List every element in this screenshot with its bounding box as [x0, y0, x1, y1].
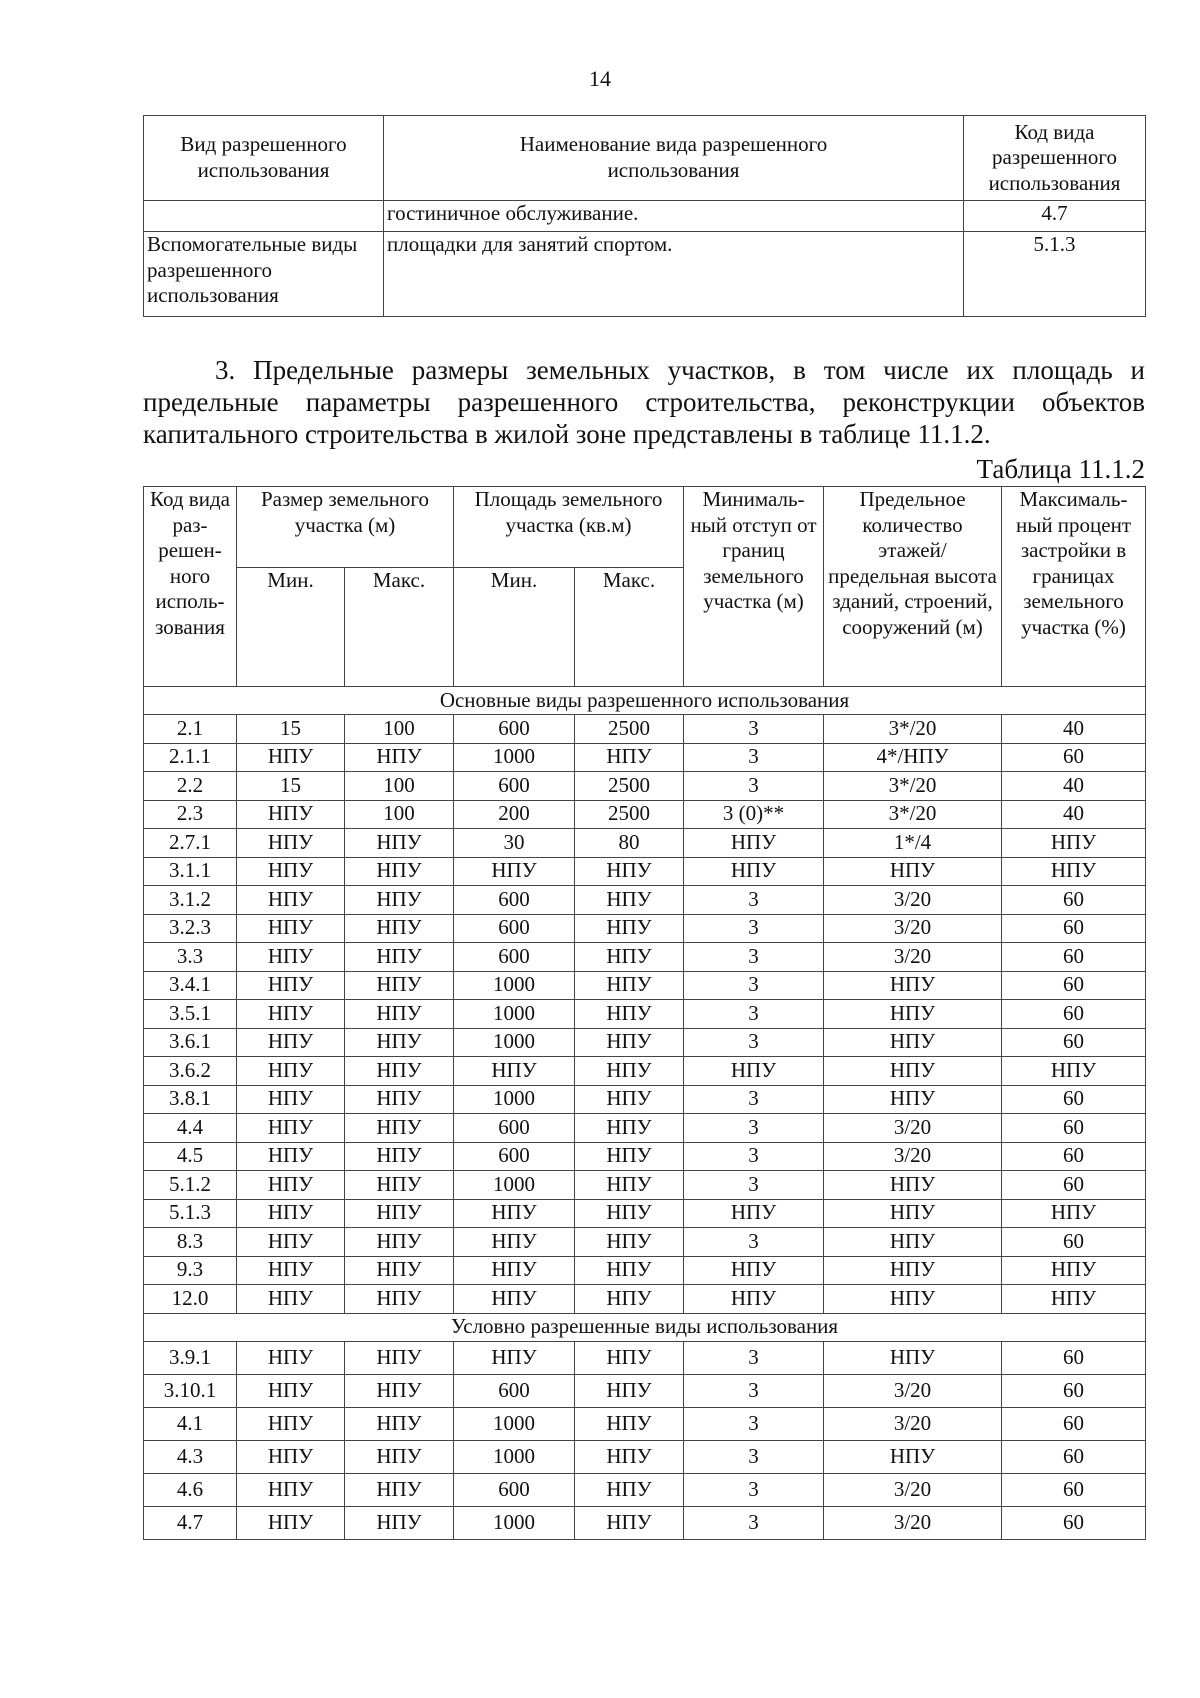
table-cell: 1000 [454, 1171, 575, 1200]
table-cell: НПУ [454, 1285, 575, 1314]
table-cell: 60 [1002, 1085, 1146, 1114]
table-cell: НПУ [345, 1285, 454, 1314]
table-cell: 60 [1002, 1028, 1146, 1057]
table-cell: НПУ [575, 943, 684, 972]
table-cell: НПУ [345, 1256, 454, 1285]
table-cell: НПУ [454, 1199, 575, 1228]
table-cell: НПУ [824, 1028, 1002, 1057]
table-cell: 60 [1002, 971, 1146, 1000]
table-cell: НПУ [237, 886, 345, 915]
table-cell: 3 [684, 1171, 824, 1200]
table-cell: НПУ [575, 1473, 684, 1506]
header-area-min: Мин. [454, 568, 575, 687]
table-cell: 3 [684, 1473, 824, 1506]
table-cell: НПУ [345, 857, 454, 886]
table-row [144, 1114, 1146, 1143]
table-cell: НПУ [345, 1057, 454, 1086]
table-cell: НПУ [345, 1171, 454, 1200]
table-cell: НПУ [345, 1085, 454, 1114]
table-cell: 3/20 [824, 1473, 1002, 1506]
header-use-type: Вид разрешенного использования [144, 116, 384, 201]
table-cell: НПУ [237, 1171, 345, 1200]
table-cell: 60 [1002, 914, 1146, 943]
table-cell: НПУ [1002, 829, 1146, 858]
table-cell: 9.3 [144, 1256, 237, 1285]
table-cell: 40 [1002, 772, 1146, 801]
table-row [144, 201, 1146, 232]
table-cell: 3 [684, 971, 824, 1000]
table-cell: 1000 [454, 1407, 575, 1440]
header-use-name: Наименование вида разрешенного использования [384, 116, 964, 201]
header-floors-height: Предельное количество этажей/ предельная высота зданий, строений, сооружений (м) [824, 487, 1002, 687]
body-paragraph: 3. Предельные размеры земельных участков, в том числе их площадь и предельные параметры разрешенного строительства, реконструкции объектов капитального строительства в жилой зоне представлены в таблице 11.1.2. [143, 355, 1145, 449]
conditional-uses-section [144, 1313, 1146, 1539]
table-cell: НПУ [575, 1440, 684, 1473]
table-cell: 3 [684, 1000, 824, 1029]
table-cell: 4.7 [144, 1506, 237, 1539]
header-plot-size: Размер земельного участка (м) [237, 487, 454, 568]
table-cell: 3 [684, 1028, 824, 1057]
table-cell: НПУ [824, 1057, 1002, 1086]
table-cell: НПУ [237, 1473, 345, 1506]
table-cell: 3 [684, 886, 824, 915]
table-cell: НПУ [575, 1028, 684, 1057]
table-cell: 3 [684, 1374, 824, 1407]
table-cell: НПУ [237, 1374, 345, 1407]
table-cell: 3.9.1 [144, 1341, 237, 1374]
table-row [144, 1440, 1146, 1473]
table-cell: НПУ [237, 1285, 345, 1314]
table-row [144, 743, 1146, 772]
table-cell: НПУ [454, 1057, 575, 1086]
table-row [144, 857, 1146, 886]
table-cell: НПУ [345, 1028, 454, 1057]
table-row [144, 943, 1146, 972]
table-cell: НПУ [237, 1341, 345, 1374]
table-cell: площадки для занятий спортом. [384, 232, 964, 317]
table-cell: 3 [684, 1341, 824, 1374]
table-cell: 4*/НПУ [824, 743, 1002, 772]
table-cell: 3/20 [824, 914, 1002, 943]
table-cell: НПУ [1002, 1285, 1146, 1314]
table-cell: 3.6.2 [144, 1057, 237, 1086]
table-cell: НПУ [237, 1228, 345, 1257]
table-cell: НПУ [684, 1199, 824, 1228]
table-cell: НПУ [575, 1285, 684, 1314]
table-cell: 3.3 [144, 943, 237, 972]
table-cell: НПУ [454, 1256, 575, 1285]
table-cell: 3.5.1 [144, 1000, 237, 1029]
table-cell: НПУ [345, 914, 454, 943]
table-cell: 2.1.1 [144, 743, 237, 772]
table-cell: 600 [454, 1114, 575, 1143]
table-cell: НПУ [237, 914, 345, 943]
table-cell: 1000 [454, 1085, 575, 1114]
table-cell: 30 [454, 829, 575, 858]
table-cell: 8.3 [144, 1228, 237, 1257]
table-cell: НПУ [575, 743, 684, 772]
table-cell: 3.1.2 [144, 886, 237, 915]
table-cell: 60 [1002, 1374, 1146, 1407]
table-cell: НПУ [345, 943, 454, 972]
table-cell: 2.2 [144, 772, 237, 801]
table-row [144, 232, 1146, 317]
table-row [144, 800, 1146, 829]
table-cell: НПУ [237, 800, 345, 829]
table-row [144, 1028, 1146, 1057]
table-caption: Таблица 11.1.2 [976, 454, 1145, 484]
header-code: Код вида раз-решен-ного исполь-зования [144, 487, 237, 687]
table-cell: НПУ [684, 1256, 824, 1285]
header-size-max: Макс. [345, 568, 454, 687]
table-cell: 3 [684, 1440, 824, 1473]
table-cell: 40 [1002, 800, 1146, 829]
table-cell: 60 [1002, 1506, 1146, 1539]
table-cell: 3 [684, 743, 824, 772]
table-row [144, 1057, 1146, 1086]
table-row [144, 1374, 1146, 1407]
table-cell: НПУ [237, 1440, 345, 1473]
table-cell: НПУ [237, 1256, 345, 1285]
table-row [144, 1506, 1146, 1539]
table-cell: 100 [345, 800, 454, 829]
table-cell: НПУ [575, 1085, 684, 1114]
table-cell: НПУ [237, 1506, 345, 1539]
table-cell: НПУ [345, 1407, 454, 1440]
table-cell: 60 [1002, 1473, 1146, 1506]
table-cell: 40 [1002, 715, 1146, 744]
table-cell: 600 [454, 914, 575, 943]
table-cell: 4.6 [144, 1473, 237, 1506]
table-cell: НПУ [575, 1506, 684, 1539]
table-cell: 5.1.3 [144, 1199, 237, 1228]
table-row [144, 1285, 1146, 1314]
table-cell: 3.8.1 [144, 1085, 237, 1114]
table-cell: 3.2.3 [144, 914, 237, 943]
table-cell: 3 [684, 914, 824, 943]
table-cell: 3/20 [824, 1142, 1002, 1171]
table-cell: 3 [684, 1142, 824, 1171]
table-cell: 2500 [575, 800, 684, 829]
table-cell: 1000 [454, 1028, 575, 1057]
header-plot-area: Площадь земельного участка (кв.м) [454, 487, 684, 568]
table-cell: 2.1 [144, 715, 237, 744]
header-use-code: Код вида разрешенного использования [964, 116, 1146, 201]
table-cell: 3 (0)** [684, 800, 824, 829]
table-cell: 3 [684, 772, 824, 801]
table-cell: НПУ [684, 829, 824, 858]
table-cell: НПУ [575, 857, 684, 886]
table-cell: 1000 [454, 743, 575, 772]
table-cell: 3 [684, 1085, 824, 1114]
table-cell: 4.3 [144, 1440, 237, 1473]
table-cell: 80 [575, 829, 684, 858]
table-cell: НПУ [575, 1374, 684, 1407]
table-cell: НПУ [345, 1199, 454, 1228]
table-cell: НПУ [345, 1000, 454, 1029]
table-cell: НПУ [237, 1085, 345, 1114]
table-cell: НПУ [575, 971, 684, 1000]
table-row [144, 772, 1146, 801]
table-cell: 60 [1002, 1440, 1146, 1473]
table-cell: 3/20 [824, 1407, 1002, 1440]
table-cell: НПУ [345, 886, 454, 915]
table-cell: 5.1.3 [964, 232, 1146, 317]
table-cell: НПУ [824, 1085, 1002, 1114]
table-cell: НПУ [575, 1171, 684, 1200]
table-row [144, 886, 1146, 915]
table-cell: 3*/20 [824, 715, 1002, 744]
table-cell: 3 [684, 943, 824, 972]
table-cell: 600 [454, 1142, 575, 1171]
table-cell: 60 [1002, 743, 1146, 772]
table-row [144, 1142, 1146, 1171]
table-row [144, 914, 1146, 943]
table-cell: НПУ [454, 1341, 575, 1374]
table-cell: 1000 [454, 971, 575, 1000]
table-row [144, 715, 1146, 744]
table-cell: 3 [684, 1114, 824, 1143]
table-row [144, 1000, 1146, 1029]
table-cell: 60 [1002, 886, 1146, 915]
table-cell: 2.7.1 [144, 829, 237, 858]
table-row [144, 1228, 1146, 1257]
main-uses-section [144, 687, 1146, 1314]
table-cell: НПУ [1002, 1057, 1146, 1086]
table-cell: НПУ [237, 1000, 345, 1029]
table-cell: 1000 [454, 1440, 575, 1473]
table-row [144, 1085, 1146, 1114]
table-cell: 1000 [454, 1506, 575, 1539]
table-cell: 600 [454, 886, 575, 915]
table-cell: 3 [684, 1407, 824, 1440]
table-cell: 5.1.2 [144, 1171, 237, 1200]
header-max-coverage: Максималь-ный процент застройки в границах земельного участка (%) [1002, 487, 1146, 687]
table-cell: НПУ [345, 1473, 454, 1506]
table-cell: 4.4 [144, 1114, 237, 1143]
table-cell: 1000 [454, 1000, 575, 1029]
table-cell: НПУ [237, 971, 345, 1000]
table-cell: НПУ [824, 971, 1002, 1000]
table-cell: НПУ [1002, 1199, 1146, 1228]
table-cell: 200 [454, 800, 575, 829]
table-cell: НПУ [684, 1285, 824, 1314]
permitted-use-table [143, 115, 1146, 317]
table-cell: НПУ [237, 1057, 345, 1086]
table-row [144, 971, 1146, 1000]
table-cell: 15 [237, 772, 345, 801]
table-cell: НПУ [575, 1228, 684, 1257]
table-row [144, 1473, 1146, 1506]
table-cell: 3.10.1 [144, 1374, 237, 1407]
table-cell: 60 [1002, 1171, 1146, 1200]
table-cell: 3/20 [824, 1374, 1002, 1407]
table-cell: 60 [1002, 1114, 1146, 1143]
table-cell: НПУ [684, 1057, 824, 1086]
table-cell: НПУ [345, 743, 454, 772]
table-cell: НПУ [575, 1199, 684, 1228]
table-cell: 3/20 [824, 943, 1002, 972]
table-cell: НПУ [575, 1341, 684, 1374]
table-row [144, 1341, 1146, 1374]
table-row [144, 1407, 1146, 1440]
table-cell: 2500 [575, 715, 684, 744]
table-cell: 60 [1002, 1142, 1146, 1171]
table-cell: 3/20 [824, 1506, 1002, 1539]
table-cell: НПУ [237, 857, 345, 886]
table-cell: НПУ [824, 1228, 1002, 1257]
table-cell: НПУ [575, 1057, 684, 1086]
table-cell: НПУ [575, 1114, 684, 1143]
table-cell: НПУ [345, 1142, 454, 1171]
table-cell: НПУ [454, 1228, 575, 1257]
table-cell: НПУ [824, 1199, 1002, 1228]
table-cell: 60 [1002, 1407, 1146, 1440]
table-cell: НПУ [824, 1285, 1002, 1314]
table-cell: 3 [684, 715, 824, 744]
table-cell: НПУ [345, 1374, 454, 1407]
table-cell: НПУ [824, 1171, 1002, 1200]
table-cell: 4.1 [144, 1407, 237, 1440]
table-cell: 12.0 [144, 1285, 237, 1314]
table-cell: НПУ [237, 743, 345, 772]
table-row [144, 829, 1146, 858]
table-cell: 3 [684, 1506, 824, 1539]
table-cell: НПУ [237, 1114, 345, 1143]
table-cell: 60 [1002, 1341, 1146, 1374]
table-cell: НПУ [345, 1114, 454, 1143]
table-cell: НПУ [237, 1142, 345, 1171]
table-row [144, 1199, 1146, 1228]
table-cell: НПУ [345, 1440, 454, 1473]
table-cell: 3.4.1 [144, 971, 237, 1000]
table-cell: 4.7 [964, 201, 1146, 232]
section-title: Условно разрешенные виды использования [144, 1313, 1146, 1341]
table-cell: 1*/4 [824, 829, 1002, 858]
table-cell: 2500 [575, 772, 684, 801]
table-cell: НПУ [824, 1000, 1002, 1029]
table-cell: НПУ [345, 971, 454, 1000]
table-cell: 3*/20 [824, 800, 1002, 829]
table-cell: НПУ [575, 1256, 684, 1285]
table-cell: НПУ [1002, 857, 1146, 886]
table-cell: 3/20 [824, 886, 1002, 915]
table-cell: 60 [1002, 943, 1146, 972]
table-cell: гостиничное обслуживание. [384, 201, 964, 232]
page-number: 14 [589, 66, 611, 91]
table-cell: 60 [1002, 1228, 1146, 1257]
table-cell: НПУ [345, 829, 454, 858]
section-title: Основные виды разрешенного использования [144, 687, 1146, 715]
table-cell: 4.5 [144, 1142, 237, 1171]
table-cell: Вспомогательные виды разрешенного использования [144, 232, 384, 317]
table-cell: 3.6.1 [144, 1028, 237, 1057]
table-cell: 15 [237, 715, 345, 744]
table-cell: НПУ [237, 1199, 345, 1228]
table-cell: НПУ [1002, 1256, 1146, 1285]
table-cell: НПУ [684, 857, 824, 886]
table-cell: НПУ [824, 857, 1002, 886]
table-cell: НПУ [824, 1341, 1002, 1374]
table-cell: НПУ [575, 1407, 684, 1440]
header-area-max: Макс. [575, 568, 684, 687]
table-cell: 100 [345, 772, 454, 801]
table-cell: НПУ [237, 943, 345, 972]
table-cell: НПУ [575, 914, 684, 943]
table-cell: 600 [454, 1473, 575, 1506]
table-cell: НПУ [237, 1028, 345, 1057]
table-cell: НПУ [345, 1341, 454, 1374]
table-cell: НПУ [345, 1506, 454, 1539]
table-cell: НПУ [575, 1000, 684, 1029]
plot-parameters-table [143, 486, 1146, 1540]
table-cell: 100 [345, 715, 454, 744]
table-cell: 600 [454, 715, 575, 744]
table-cell: 2.3 [144, 800, 237, 829]
table-cell: 60 [1002, 1000, 1146, 1029]
table-cell: 3.1.1 [144, 857, 237, 886]
table-cell: НПУ [575, 1142, 684, 1171]
table-cell: 3*/20 [824, 772, 1002, 801]
table-cell: НПУ [824, 1440, 1002, 1473]
table-cell: 600 [454, 943, 575, 972]
table-row [144, 1171, 1146, 1200]
table-cell: НПУ [237, 1407, 345, 1440]
table-cell: НПУ [345, 1228, 454, 1257]
table-cell: 600 [454, 772, 575, 801]
header-size-min: Мин. [237, 568, 345, 687]
table-row [144, 1256, 1146, 1285]
header-min-setback: Минималь-ный отступ от границ земельного участка (м) [684, 487, 824, 687]
table-cell [144, 201, 384, 232]
table-cell: 3/20 [824, 1114, 1002, 1143]
table-cell: НПУ [575, 886, 684, 915]
table-cell: 3 [684, 1228, 824, 1257]
table-cell: НПУ [454, 857, 575, 886]
table-cell: 600 [454, 1374, 575, 1407]
table-cell: НПУ [824, 1256, 1002, 1285]
table-cell: НПУ [237, 829, 345, 858]
